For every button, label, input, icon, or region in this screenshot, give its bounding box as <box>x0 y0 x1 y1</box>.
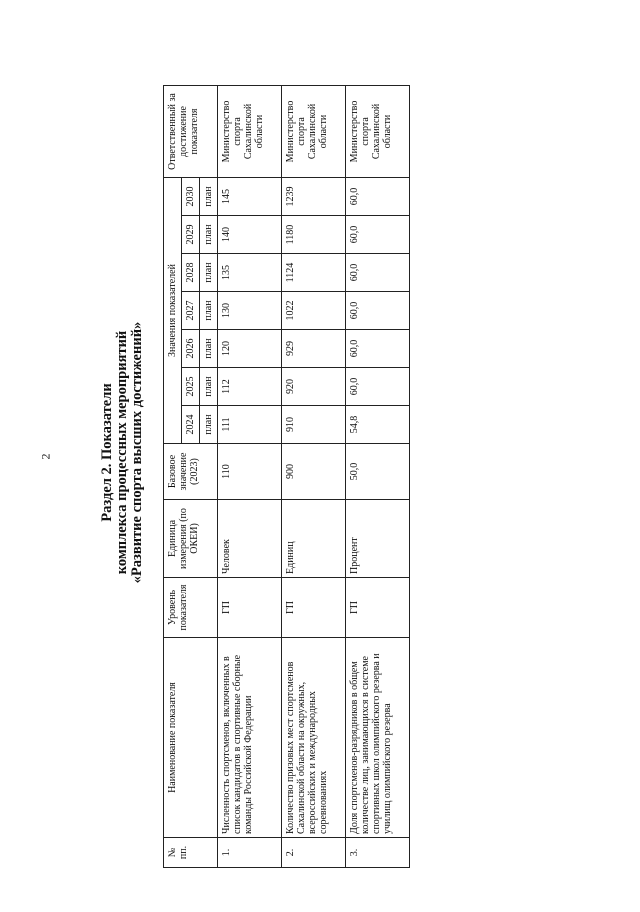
row-num: 2. <box>282 838 346 868</box>
header-year: 2027 <box>182 292 200 330</box>
row-value: 120 <box>218 330 282 368</box>
header-plan: план <box>200 216 218 254</box>
row-num: 1. <box>218 838 282 868</box>
indicators-table <box>163 85 410 868</box>
header-year: 2030 <box>182 178 200 216</box>
header-plan: план <box>200 330 218 368</box>
row-value: 112 <box>218 368 282 406</box>
row-value: 60,0 <box>346 292 410 330</box>
header-year: 2026 <box>182 330 200 368</box>
title-line-3: «Развитие спорта высших достижений» <box>129 321 145 584</box>
header-unit: Единица измерения (по ОКЕИ) <box>164 500 218 578</box>
row-level: ГП <box>282 578 346 638</box>
header-base: Базовое значение (2023) <box>164 444 218 500</box>
row-value: 60,0 <box>346 216 410 254</box>
row-value: 1239 <box>282 178 346 216</box>
header-values: Значения показателей <box>164 178 182 444</box>
header-year: 2024 <box>182 406 200 444</box>
title-line-1: Раздел 2. Показатели <box>99 383 115 522</box>
row-value: 60,0 <box>346 368 410 406</box>
row-name: Численность спортсменов, включенных в список кандидатов в спортивные сборные команды Российской Федерации <box>218 638 282 838</box>
header-plan: план <box>200 254 218 292</box>
table-row <box>282 86 346 868</box>
section-title <box>100 25 145 880</box>
row-level: ГП <box>346 578 410 638</box>
row-value: 54,8 <box>346 406 410 444</box>
row-value: 60,0 <box>346 178 410 216</box>
title-line-2: комплекса процессных мероприятий <box>114 330 130 575</box>
row-value: 130 <box>218 292 282 330</box>
page-number: 2 <box>38 453 53 460</box>
rotated-page-content <box>55 25 615 880</box>
row-value: 135 <box>218 254 282 292</box>
row-unit: Человек <box>218 500 282 578</box>
row-value: 111 <box>218 406 282 444</box>
row-value: 60,0 <box>346 330 410 368</box>
header-plan: план <box>200 292 218 330</box>
header-level: Уровень показателя <box>164 578 218 638</box>
row-num: 3. <box>346 838 410 868</box>
header-num: № пп. <box>164 838 218 868</box>
row-value: 140 <box>218 216 282 254</box>
row-name: Количество призовых мест спортсменов Сахалинской области на окружных, всероссийских и международных соревнованиях <box>282 638 346 838</box>
header-plan: план <box>200 406 218 444</box>
header-year: 2028 <box>182 254 200 292</box>
row-value: 145 <box>218 178 282 216</box>
row-unit: Процент <box>346 500 410 578</box>
row-value: 1022 <box>282 292 346 330</box>
header-name: Наименование показателя <box>164 638 218 838</box>
row-value: 929 <box>282 330 346 368</box>
row-level: ГП <box>218 578 282 638</box>
table-row <box>346 86 410 868</box>
row-value: 1124 <box>282 254 346 292</box>
header-plan: план <box>200 368 218 406</box>
row-value: 60,0 <box>346 254 410 292</box>
header-responsible: Ответственный за достижение показателя <box>164 86 218 178</box>
row-responsible: Министерство спорта Сахалинской области <box>218 86 282 178</box>
row-responsible: Министерство спорта Сахалинской области <box>282 86 346 178</box>
row-base: 900 <box>282 444 346 500</box>
table-row <box>218 86 282 868</box>
row-value: 1180 <box>282 216 346 254</box>
row-unit: Единиц <box>282 500 346 578</box>
row-name: Доля спортсменов-разрядников в общем количестве лиц, занимающихся в системе спортивных школ олимпийского резерва и училищ олимпийского резерва <box>346 638 410 838</box>
header-plan: план <box>200 178 218 216</box>
header-year: 2025 <box>182 368 200 406</box>
row-base: 50,0 <box>346 444 410 500</box>
row-base: 110 <box>218 444 282 500</box>
header-year: 2029 <box>182 216 200 254</box>
row-responsible: Министерство спорта Сахалинской области <box>346 86 410 178</box>
row-value: 910 <box>282 406 346 444</box>
row-value: 920 <box>282 368 346 406</box>
